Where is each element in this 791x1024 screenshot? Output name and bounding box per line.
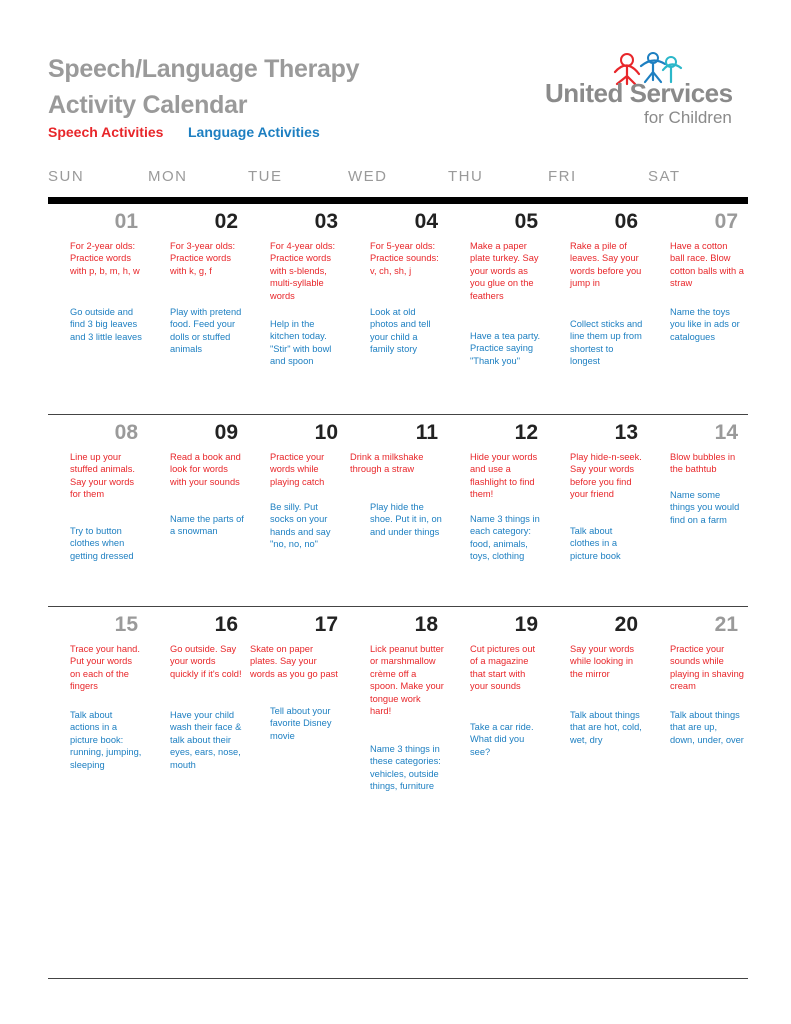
calendar-day-cell: [548, 607, 648, 797]
legend-speech: Speech Activities: [48, 124, 164, 140]
speech-activity: Practice your sounds while playing in shaving cream: [670, 644, 744, 692]
calendar-day-cell: [448, 415, 548, 605]
speech-activity: Read a book and look for words with your sounds: [170, 452, 241, 487]
language-activity: Name 3 things in each category: food, animals, toys, clothing: [470, 514, 540, 562]
speech-activity: Make a paper plate turkey. Say your words as you glue on the feathers: [470, 241, 539, 301]
language-activity: Play hide the shoe. Put it in, on and under things: [370, 502, 442, 537]
calendar-top-bar: [48, 197, 748, 204]
day-number: 03: [314, 210, 338, 233]
speech-activity: Play hide-n-seek. Say your words before you find your friend: [570, 452, 642, 500]
day-number: 11: [415, 421, 438, 444]
speech-activity: Trace your hand. Put your words on each of the fingers: [70, 644, 140, 692]
calendar-day-cell: [48, 204, 148, 394]
language-activity: Help in the kitchen today. "Stir" with bowl and spoon: [270, 319, 332, 367]
language-activity: Talk about things that are hot, cold, wet, dry: [570, 710, 642, 745]
day-number: 15: [114, 613, 138, 636]
calendar-day-cell: [248, 607, 348, 797]
calendar-day-cell: [248, 415, 348, 605]
language-activity: Go outside and find 3 big leaves and 3 little leaves: [70, 307, 142, 342]
day-label: TUE: [248, 168, 283, 185]
speech-activity: Drink a milkshake through a straw: [350, 452, 424, 475]
speech-activity: Have a cotton ball race. Blow cotton balls with a straw: [670, 241, 744, 289]
speech-activity: For 4-year olds: Practice words with s-blends, multi-syllable words: [270, 241, 336, 301]
language-activity: Look at old photos and tell your child a family story: [370, 307, 431, 355]
speech-activity: Line up your stuffed animals. Say your words for them: [70, 452, 135, 500]
day-number: 13: [614, 421, 638, 444]
day-number: 19: [514, 613, 538, 636]
legend-language: Language Activities: [188, 124, 320, 140]
calendar-day-cell: [348, 607, 448, 797]
speech-activity: Go outside. Say your words quickly if it's cold!: [170, 644, 242, 679]
calendar-day-cell: [248, 204, 348, 394]
logo-tagline: for Children: [644, 108, 732, 127]
organization-logo: [545, 52, 745, 132]
speech-activity: For 2-year olds: Practice words with p, b, m, h, w: [70, 241, 140, 276]
language-activity: Name the parts of a snowman: [170, 514, 244, 537]
language-activity: Name the toys you like in ads or catalogues: [670, 307, 740, 342]
calendar-day-cell: [648, 415, 748, 605]
day-number: 20: [614, 613, 638, 636]
day-label: THU: [448, 168, 484, 185]
day-number: 17: [314, 613, 338, 636]
day-label: MON: [148, 168, 188, 185]
language-activity: Name some things you would find on a farm: [670, 490, 740, 525]
day-label: SAT: [648, 168, 681, 185]
day-label: FRI: [548, 168, 577, 185]
day-number: 07: [714, 210, 738, 233]
language-activity: Be silly. Put socks on your hands and say "no, no, no": [270, 502, 331, 550]
calendar-day-cell: [148, 607, 248, 797]
speech-activity: Rake a pile of leaves. Say your words before you jump in: [570, 241, 642, 289]
day-number: 10: [314, 421, 338, 444]
speech-activity: Blow bubbles in the bathtub: [670, 452, 736, 475]
logo-name: United Services: [545, 78, 733, 108]
speech-activity: Practice your words while playing catch: [270, 452, 325, 487]
day-number: 05: [514, 210, 538, 233]
speech-activity: Cut pictures out of a magazine that start with your sounds: [470, 644, 536, 692]
speech-activity: Say your words while looking in the mirror: [570, 644, 635, 679]
page-title: Speech/Language Therapy: [48, 55, 360, 83]
calendar-day-cell: [348, 204, 448, 394]
language-activity: Try to button clothes when getting dressed: [70, 526, 134, 561]
days-of-week-header: [48, 168, 748, 188]
day-label: SUN: [48, 168, 85, 185]
speech-activity: Lick peanut butter or marshmallow crème off a spoon. Make your tongue work hard!: [370, 644, 444, 717]
speech-activity: Skate on paper plates. Say your words as you go past: [250, 644, 338, 679]
language-activity: Name 3 things in these categories: vehicles, outside things, furniture: [370, 744, 441, 792]
day-number: 04: [414, 210, 438, 233]
day-number: 01: [114, 210, 138, 233]
day-number: 02: [214, 210, 238, 233]
calendar-day-cell: [648, 607, 748, 797]
calendar-day-cell: [148, 204, 248, 394]
language-activity: Talk about things that are up, down, under, over: [670, 710, 744, 745]
calendar-day-cell: [348, 415, 448, 605]
language-activity: Have a tea party. Practice saying "Thank you": [470, 331, 541, 366]
calendar-day-cell: [448, 607, 548, 797]
calendar-day-cell: [148, 415, 248, 605]
calendar-day-cell: [548, 415, 648, 605]
language-activity: Talk about clothes in a picture book: [570, 526, 621, 561]
language-activity: Tell about your favorite Disney movie: [270, 706, 332, 741]
page-subtitle: Activity Calendar: [48, 91, 248, 119]
language-activity: Have your child wash their face & talk about their eyes, ears, nose, mouth: [170, 710, 242, 770]
speech-activity: For 5-year olds: Practice sounds: v, ch, sh, j: [370, 241, 439, 276]
language-activity: Collect sticks and line them up from shortest to longest: [570, 319, 643, 367]
calendar-bottom-line: [48, 978, 748, 979]
day-number: 21: [714, 613, 738, 636]
calendar-day-cell: [48, 607, 148, 797]
calendar-day-cell: [448, 204, 548, 394]
day-number: 14: [714, 421, 738, 444]
day-number: 08: [114, 421, 138, 444]
speech-activity: For 3-year olds: Practice words with k, g, f: [170, 241, 236, 276]
speech-activity: Hide your words and use a flashlight to find them!: [470, 452, 538, 500]
language-activity: Play with pretend food. Feed your dolls or stuffed animals: [170, 307, 242, 355]
language-activity: Take a car ride. What did you see?: [470, 722, 534, 757]
day-label: WED: [348, 168, 388, 185]
day-number: 12: [514, 421, 538, 444]
calendar-day-cell: [48, 415, 148, 605]
day-number: 18: [414, 613, 438, 636]
language-activity: Talk about actions in a picture book: running, jumping, sleeping: [70, 710, 142, 770]
calendar-day-cell: [648, 204, 748, 394]
day-number: 16: [214, 613, 238, 636]
day-number: 06: [614, 210, 638, 233]
calendar-day-cell: [548, 204, 648, 394]
day-number: 09: [214, 421, 238, 444]
